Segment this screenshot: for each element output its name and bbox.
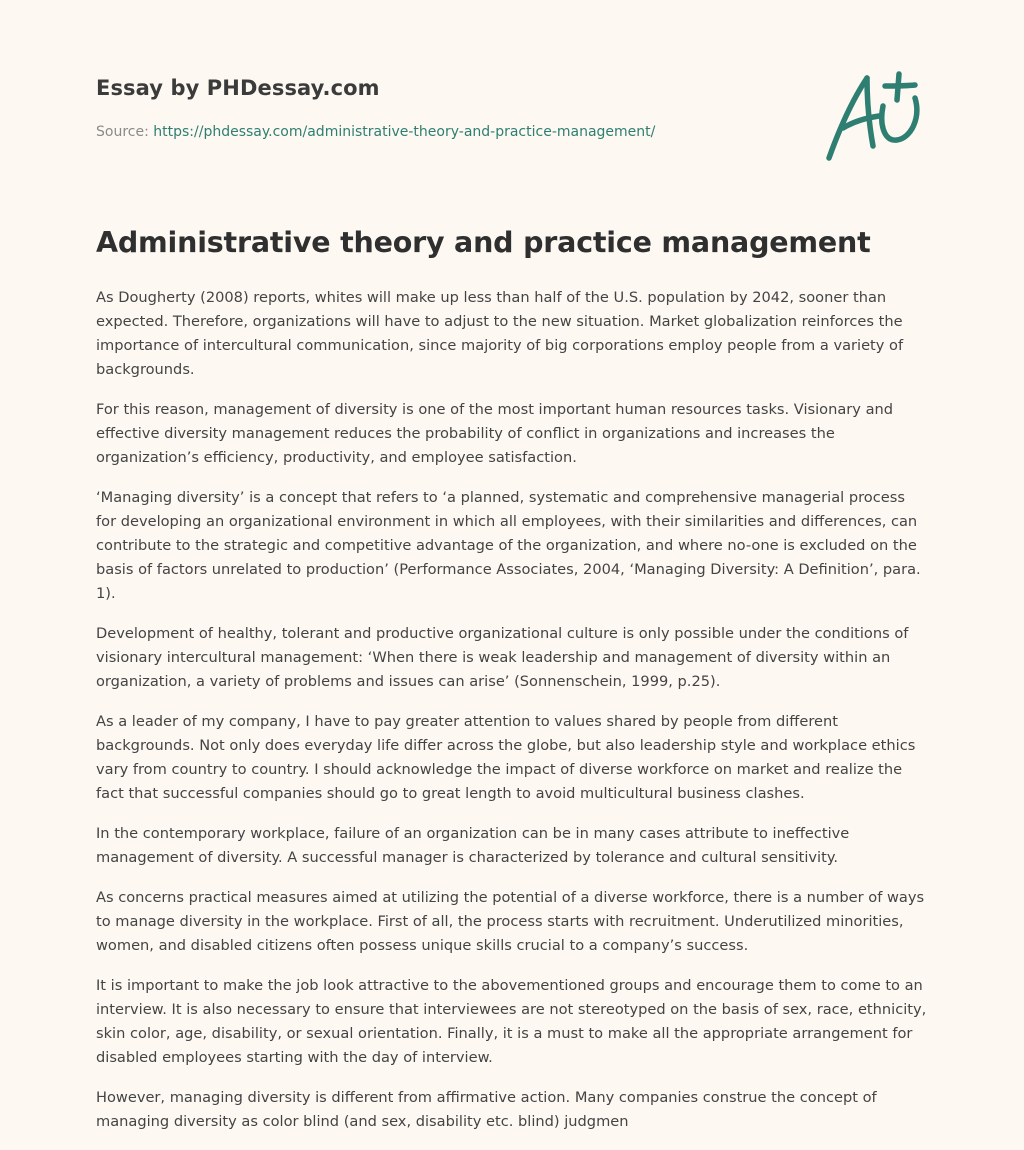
- essay-body: [96, 286, 928, 1150]
- brand-title: Essay by PHDessay.com: [96, 76, 380, 100]
- paragraph: As a leader of my company, I have to pay greater attention to values shared by people from different backgrounds. Not only does everyday life differ across the globe, but also leadership style and workplace ethics vary from country to country. I should acknowledge the impact of diverse workforce on market and realize the fact that successful companies should go to great length to avoid multicultural business clashes.: [96, 713, 916, 802]
- paragraph: However, managing diversity is different from affirmative action. Many companies construe the concept of managing diversity as color blind (and sex, disability etc. blind) judgmen: [96, 1089, 877, 1130]
- paragraph: Development of healthy, tolerant and productive organizational culture is only possible under the conditions of visionary intercultural management: ‘When there is weak leadership and management of diversity within an organization, a variety of problems and issues can arise’ (Sonnenschein, 1999, p.25).: [96, 625, 909, 690]
- paragraph: In the contemporary workplace, failure of an organization can be in many cases attribute to ineffective management of diversity. A successful manager is characterized by tolerance and cultural sensitivity.: [96, 825, 850, 866]
- essay-title: Administrative theory and practice management: [96, 226, 871, 259]
- source-line: [96, 124, 655, 140]
- paragraph: For this reason, management of diversity is one of the most important human resources tasks. Visionary and effective diversity management reduces the probability of conflict in organizations and increases the organization’s efficiency, productivity, and employee satisfaction.: [96, 401, 894, 466]
- source-label: Source:: [96, 124, 154, 140]
- paragraph: As concerns practical measures aimed at utilizing the potential of a diverse workforce, there is a number of ways to manage diversity in the workplace. First of all, the process starts with recruitment. Underutilized minorities, women, and disabled citizens often possess unique skills crucial to a company’s success.: [96, 889, 925, 954]
- paragraph: As Dougherty (2008) reports, whites will make up less than half of the U.S. population by 2042, sooner than expected. Therefore, organizations will have to adjust to the new situation. Market globalization reinforces the importance of intercultural communication, since majority of big corporations employ people from a variety of backgrounds.: [96, 289, 904, 378]
- paragraph: ‘Managing diversity’ is a concept that refers to ‘a planned, systematic and comprehensive managerial process for developing an organizational environment in which all employees, with their similarities and differences, can contribute to the strategic and competitive advantage of the organization, and where no-one is excluded on the basis of factors unrelated to production’ (Performance Associates, 2004, ‘Managing Diversity: A Definition’, para. 1).: [96, 489, 921, 602]
- paragraph: It is important to make the job look attractive to the abovementioned groups and encourage them to come to an interview. It is also necessary to ensure that interviewees are not stereotyped on the basis of sex, race, ethnicity, skin color, age, disability, or sexual orientation. Finally, it is a must to make all the appropriate arrangement for disabled employees starting with the day of interview.: [96, 977, 927, 1066]
- a-plus-logo-icon: [823, 68, 927, 164]
- source-link[interactable]: https://phdessay.com/administrative-theory-and-practice-management/: [153, 124, 656, 140]
